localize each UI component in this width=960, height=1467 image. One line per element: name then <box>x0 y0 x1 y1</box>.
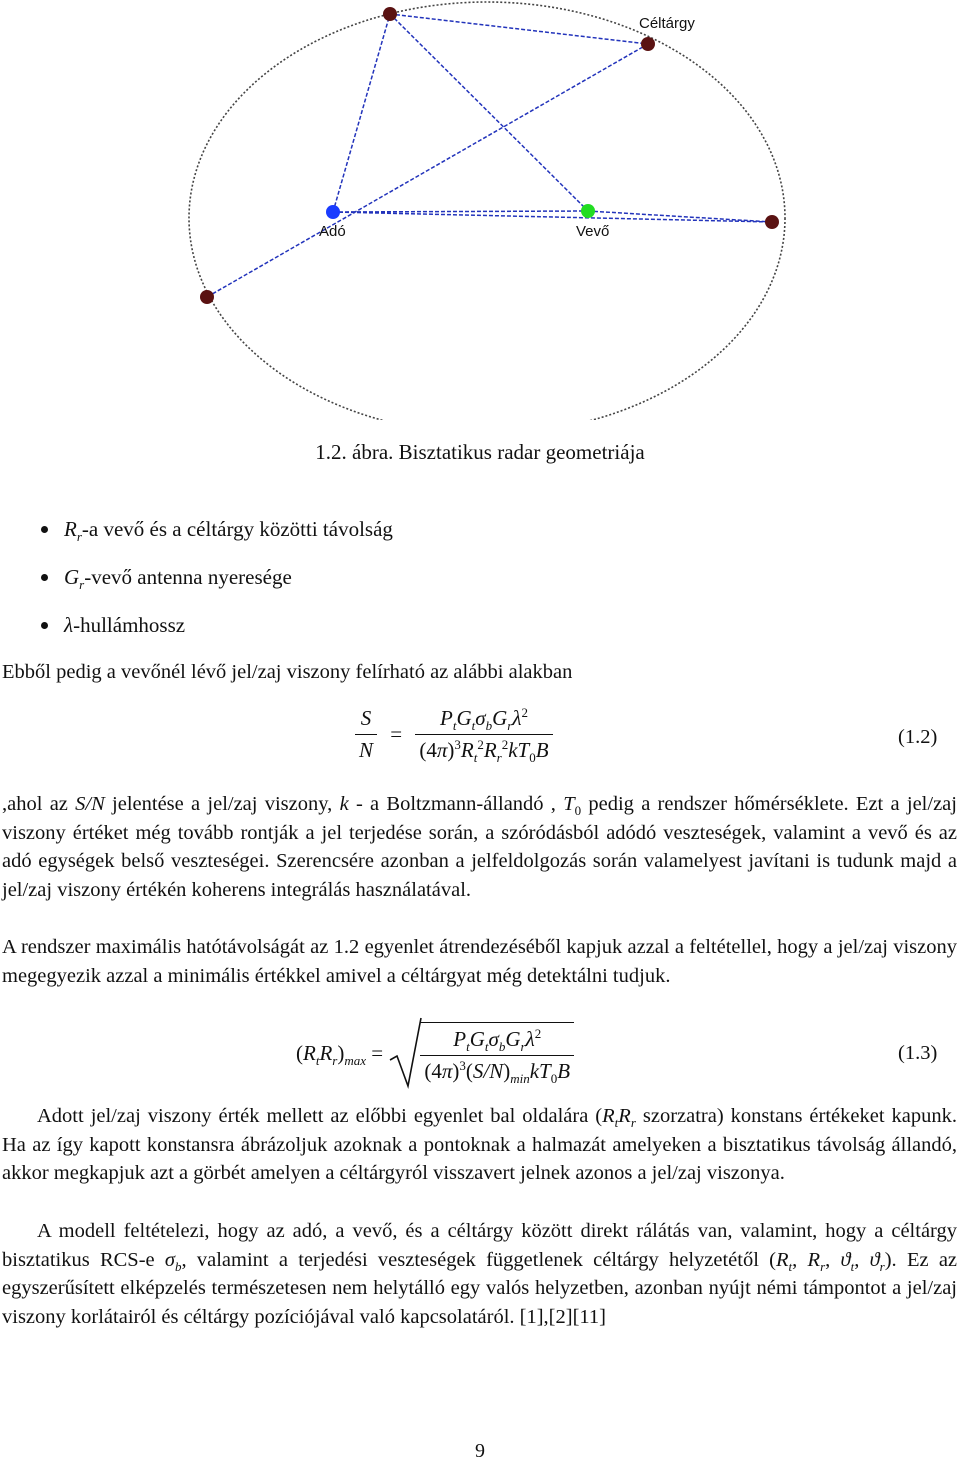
target-point-east <box>765 215 779 229</box>
equation-number-1-3: (1.3) <box>898 1042 938 1064</box>
sqrt-sign <box>388 1016 422 1090</box>
path-top-rx <box>390 14 588 211</box>
target-label: Céltárgy <box>639 15 695 32</box>
paragraph-snr-explanation: ,ahol az S/N jelentése a jel/zaj viszony, k - a Boltzmann-állandó , $T_0$ pedig a rendszer hőmérséklete. Ezt a jel/zaj viszony értéket még tovább rontják a jel terjedése során, a szóródásból adódó veszteségek, valamint a vevő és az adó egységek belső veszteségei. Szerencsére azonban a jelfeldolgozás során valamelyest javítani is tudunk majd a jel/zaj viszony értékén koherens integrálás használatával. <box>2 793 957 901</box>
list-item <box>38 515 393 563</box>
paragraph-max-range: A rendszer maximális hatótávolságát az 1.2 egyenlet átrendezéséből kapjuk azzal a feltétellel, hogy a jel/zaj viszony megegyezik azzal a minimális értékkel amivel a céltárgyat még detektálni tudjuk. <box>2 936 957 987</box>
transmitter-label: Adó <box>319 223 346 240</box>
signal-paths <box>207 14 772 297</box>
equation-1-2: $\frac{S}{N}$ = $\frac{P_tG_t\sigma_bG_r\lambda^2}{(4\pi)^3R_t^2R_r^2kT_0B}$ <box>355 706 553 763</box>
bullet-symbol: λ <box>64 613 74 637</box>
variable-list <box>38 515 393 659</box>
paragraph-constant-curve: Adott jel/zaj viszony érték mellett az előbbi egyenlet bal oldalára ($R_tR_r$ szorzatra) konstans értékeket kapunk. Ha az így kapott konstansra ábrázoljuk azoknak a pontoknak a halmazát amelyeken a bisztatikus távolság állandó, akkor megkapjuk azt a görbét amelyen a céltárgyról visszavert jelnek azonos a jel/zaj viszonya. <box>2 1105 957 1184</box>
paragraph-model-assumptions: A modell feltételezi, hogy az adó, a vevő, és a céltárgy között direkt rálátás van, valamint, hogy a céltárgy bisztatikus RCS-e $\sigma_b$, valamint a terjedési veszteségek függetlenek céltárgy helyzetétől ($R_t$, $R_r$, $ϑ_t$, $ϑ_r$). Ez az egyszerűsített elképzelés természetesen nem helytálló egy valós helyzetben, azonban nyújt némi támpontot a jel/zaj viszony korlátairól és céltárgy pozíciójával való kapcsolatáról. [1],[2][11] <box>2 1220 958 1328</box>
bistatic-radar-figure <box>0 0 960 420</box>
path-tx-east <box>333 212 772 222</box>
radar-equation-fraction: $\frac{P_tG_t\sigma_bG_r\lambda^2}{(4\pi)^3R_t^2R_r^2kT_0B}$ <box>415 706 552 763</box>
target-point-west <box>200 290 214 304</box>
bullet-subscript: r <box>79 577 85 593</box>
figure-caption: 1.2. ábra. Bisztatikus radar geometriája <box>315 440 645 464</box>
list-item <box>38 611 393 659</box>
equation-1-3: $(R_tR_r)_{max}$ = $\frac{P_tG_t\sigma_bG_r\lambda^2}{(4\pi)^3(S/N)_{min}kT_0B}$ <box>296 1016 574 1090</box>
target-point-right <box>641 37 655 51</box>
snr-fraction: $\frac{S}{N}$ <box>355 706 377 763</box>
intro-paragraph: Ebből pedig a vevőnél lévő jel/zaj viszony felírható az alábbi alakban <box>2 661 573 683</box>
constant-range-ellipse <box>189 2 785 420</box>
path-right-left <box>207 44 648 297</box>
max-range-fraction: $\frac{P_tG_t\sigma_bG_r\lambda^2}{(4\pi)^3(S/N)_{min}kT_0B}$ <box>420 1027 574 1084</box>
bullet-text: -vevő antenna nyeresége <box>84 565 292 589</box>
bullet-symbol: G <box>64 565 80 589</box>
receiver-label: Vevő <box>576 223 610 240</box>
bullet-text: -hullámhossz <box>73 613 186 637</box>
target-point-top <box>383 7 397 21</box>
bullet-text: -a vevő és a céltárgy közötti távolság <box>81 517 393 541</box>
receiver-point <box>581 204 595 218</box>
list-item <box>38 563 393 611</box>
transmitter-point <box>326 205 340 219</box>
page-number: 9 <box>475 1440 485 1462</box>
path-tx-rx <box>333 211 588 212</box>
equation-number-1-2: (1.2) <box>898 726 938 748</box>
path-rx-east <box>588 211 772 222</box>
path-tx-top <box>333 14 390 212</box>
bullet-symbol: R <box>64 517 77 541</box>
bullet-subscript: r <box>76 529 82 545</box>
path-top-right <box>390 14 648 44</box>
